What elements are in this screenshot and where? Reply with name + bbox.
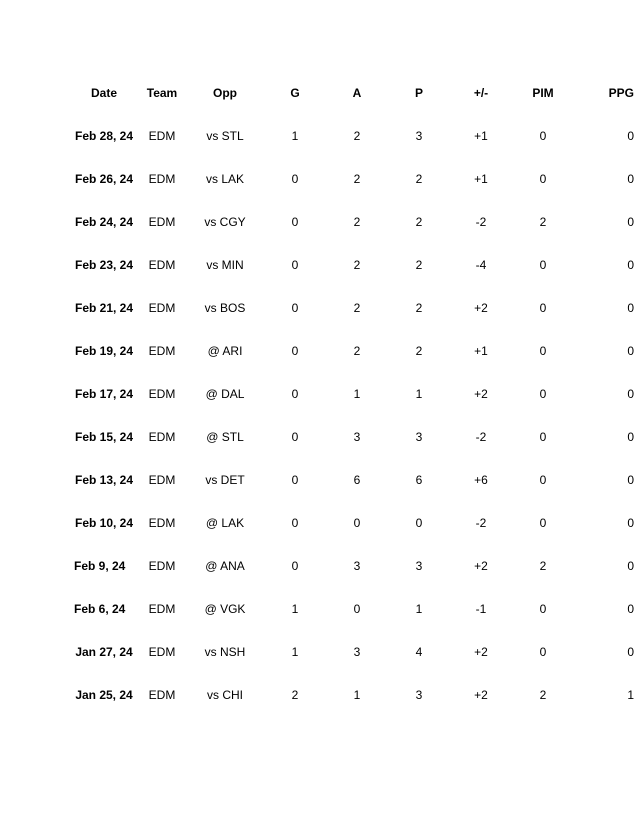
cell-points: 3 xyxy=(415,687,423,702)
cell-points: 6 xyxy=(415,472,423,487)
cell-points: 3 xyxy=(415,429,423,444)
cell-goals: 0 xyxy=(291,214,299,229)
cell-date: Feb 19, 24 xyxy=(74,343,134,358)
cell-ppg: 0 xyxy=(627,257,634,272)
cell-ppg: 0 xyxy=(627,429,634,444)
cell-ppg: 0 xyxy=(627,214,634,229)
cell-pim: 0 xyxy=(539,644,547,659)
cell-assists: 6 xyxy=(353,472,361,487)
cell-opponent: vs CHI xyxy=(207,687,243,702)
cell-goals: 1 xyxy=(291,601,299,616)
cell-points: 2 xyxy=(415,171,423,186)
cell-pim: 0 xyxy=(539,601,547,616)
table-body xyxy=(70,114,634,716)
cell-opponent: vs LAK xyxy=(205,171,244,186)
cell-team: EDM xyxy=(148,257,176,272)
cell-team: EDM xyxy=(148,601,176,616)
cell-pim: 2 xyxy=(539,687,547,702)
cell-ppg: 0 xyxy=(627,644,634,659)
cell-points: 2 xyxy=(415,214,423,229)
cell-ppg: 1 xyxy=(627,687,634,702)
table-row xyxy=(70,200,634,243)
cell-points: 4 xyxy=(415,644,423,659)
cell-date: Jan 25, 24 xyxy=(75,687,133,702)
cell-opponent: @ STL xyxy=(206,429,244,444)
header-pim: PIM xyxy=(532,85,554,100)
cell-plus-minus: +2 xyxy=(474,644,488,659)
cell-date: Feb 6, 24 xyxy=(74,601,126,616)
cell-ppg: 0 xyxy=(627,558,634,573)
cell-date: Feb 10, 24 xyxy=(74,515,134,530)
cell-opponent: @ ARI xyxy=(207,343,243,358)
cell-team: EDM xyxy=(148,558,176,573)
table-row xyxy=(70,458,634,501)
cell-goals: 0 xyxy=(291,343,299,358)
cell-plus-minus: -1 xyxy=(475,601,487,616)
cell-team: EDM xyxy=(148,644,176,659)
cell-assists: 2 xyxy=(353,257,361,272)
cell-assists: 3 xyxy=(353,558,361,573)
cell-goals: 0 xyxy=(291,429,299,444)
cell-ppg: 0 xyxy=(627,601,634,616)
cell-goals: 0 xyxy=(291,386,299,401)
cell-plus-minus: +2 xyxy=(474,300,488,315)
cell-points: 2 xyxy=(415,343,423,358)
cell-opponent: @ ANA xyxy=(205,558,245,573)
table-row xyxy=(70,114,634,157)
cell-pim: 2 xyxy=(539,558,547,573)
cell-plus-minus: +1 xyxy=(474,171,488,186)
cell-assists: 2 xyxy=(353,300,361,315)
cell-assists: 0 xyxy=(353,515,361,530)
cell-ppg: 0 xyxy=(627,515,634,530)
cell-assists: 2 xyxy=(353,128,361,143)
cell-date: Feb 13, 24 xyxy=(74,472,134,487)
cell-opponent: vs STL xyxy=(206,128,244,143)
game-log-table xyxy=(70,71,634,716)
cell-points: 1 xyxy=(415,386,423,401)
table-row xyxy=(70,329,634,372)
table-row xyxy=(70,286,634,329)
cell-team: EDM xyxy=(148,128,176,143)
table-row xyxy=(70,673,634,716)
cell-date: Feb 17, 24 xyxy=(74,386,134,401)
cell-ppg: 0 xyxy=(627,300,634,315)
header-team: Team xyxy=(146,85,178,100)
table-row xyxy=(70,157,634,200)
cell-plus-minus: +2 xyxy=(474,558,488,573)
cell-goals: 0 xyxy=(291,300,299,315)
cell-opponent: vs BOS xyxy=(204,300,246,315)
cell-date: Feb 28, 24 xyxy=(74,128,134,143)
header-ppg: PPG xyxy=(608,85,634,100)
cell-date: Feb 23, 24 xyxy=(74,257,134,272)
table-row xyxy=(70,587,634,630)
cell-pim: 0 xyxy=(539,257,547,272)
cell-points: 0 xyxy=(415,515,423,530)
cell-opponent: @ LAK xyxy=(205,515,245,530)
cell-plus-minus: -2 xyxy=(475,515,487,530)
cell-pim: 0 xyxy=(539,128,547,143)
cell-ppg: 0 xyxy=(627,472,634,487)
cell-assists: 3 xyxy=(353,644,361,659)
cell-assists: 1 xyxy=(353,386,361,401)
cell-pim: 0 xyxy=(539,515,547,530)
cell-goals: 1 xyxy=(291,128,299,143)
header-points: P xyxy=(414,85,423,100)
cell-plus-minus: +1 xyxy=(474,128,488,143)
cell-plus-minus: +2 xyxy=(474,386,488,401)
cell-assists: 2 xyxy=(353,343,361,358)
cell-points: 3 xyxy=(415,558,423,573)
cell-plus-minus: -4 xyxy=(475,257,487,272)
cell-pim: 2 xyxy=(539,214,547,229)
table-row xyxy=(70,544,634,587)
cell-pim: 0 xyxy=(539,429,547,444)
cell-goals: 0 xyxy=(291,558,299,573)
cell-points: 2 xyxy=(415,257,423,272)
cell-team: EDM xyxy=(148,472,176,487)
header-plus-minus: +/- xyxy=(473,85,489,100)
cell-points: 1 xyxy=(415,601,423,616)
cell-goals: 0 xyxy=(291,472,299,487)
cell-team: EDM xyxy=(148,687,176,702)
cell-team: EDM xyxy=(148,300,176,315)
header-goals: G xyxy=(290,85,300,100)
cell-ppg: 0 xyxy=(627,386,634,401)
cell-plus-minus: -2 xyxy=(475,429,487,444)
cell-team: EDM xyxy=(148,171,176,186)
cell-team: EDM xyxy=(148,343,176,358)
cell-assists: 0 xyxy=(353,601,361,616)
cell-opponent: vs NSH xyxy=(204,644,246,659)
cell-assists: 2 xyxy=(353,214,361,229)
table-row xyxy=(70,243,634,286)
cell-team: EDM xyxy=(148,515,176,530)
cell-date: Jan 27, 24 xyxy=(75,644,133,659)
cell-goals: 0 xyxy=(291,257,299,272)
table-row xyxy=(70,372,634,415)
cell-plus-minus: +2 xyxy=(474,687,488,702)
table-row xyxy=(70,501,634,544)
cell-date: Feb 26, 24 xyxy=(74,171,134,186)
cell-pim: 0 xyxy=(539,300,547,315)
header-date: Date xyxy=(90,85,117,100)
cell-pim: 0 xyxy=(539,343,547,358)
header-opponent: Opp xyxy=(213,85,237,100)
cell-points: 3 xyxy=(415,128,423,143)
cell-ppg: 0 xyxy=(627,343,634,358)
table-row xyxy=(70,415,634,458)
cell-opponent: vs MIN xyxy=(206,257,244,272)
cell-plus-minus: +6 xyxy=(474,472,488,487)
cell-opponent: vs CGY xyxy=(204,214,246,229)
cell-goals: 2 xyxy=(291,687,299,702)
cell-plus-minus: -2 xyxy=(475,214,487,229)
cell-date: Feb 21, 24 xyxy=(74,300,134,315)
cell-assists: 2 xyxy=(353,171,361,186)
cell-team: EDM xyxy=(148,429,176,444)
cell-goals: 0 xyxy=(291,171,299,186)
cell-opponent: @ VGK xyxy=(204,601,246,616)
cell-date: Feb 9, 24 xyxy=(74,558,126,573)
cell-points: 2 xyxy=(415,300,423,315)
table-row xyxy=(70,630,634,673)
cell-goals: 1 xyxy=(291,644,299,659)
cell-plus-minus: +1 xyxy=(474,343,488,358)
cell-pim: 0 xyxy=(539,386,547,401)
cell-opponent: @ DAL xyxy=(205,386,245,401)
cell-date: Feb 15, 24 xyxy=(74,429,134,444)
cell-team: EDM xyxy=(148,214,176,229)
cell-assists: 1 xyxy=(353,687,361,702)
cell-pim: 0 xyxy=(539,472,547,487)
header-row xyxy=(70,71,634,114)
cell-pim: 0 xyxy=(539,171,547,186)
table-header xyxy=(70,71,634,114)
cell-team: EDM xyxy=(148,386,176,401)
cell-opponent: vs DET xyxy=(205,472,245,487)
cell-assists: 3 xyxy=(353,429,361,444)
cell-date: Feb 24, 24 xyxy=(74,214,134,229)
cell-ppg: 0 xyxy=(627,171,634,186)
header-assists: A xyxy=(352,85,362,100)
cell-goals: 0 xyxy=(291,515,299,530)
cell-ppg: 0 xyxy=(627,128,634,143)
